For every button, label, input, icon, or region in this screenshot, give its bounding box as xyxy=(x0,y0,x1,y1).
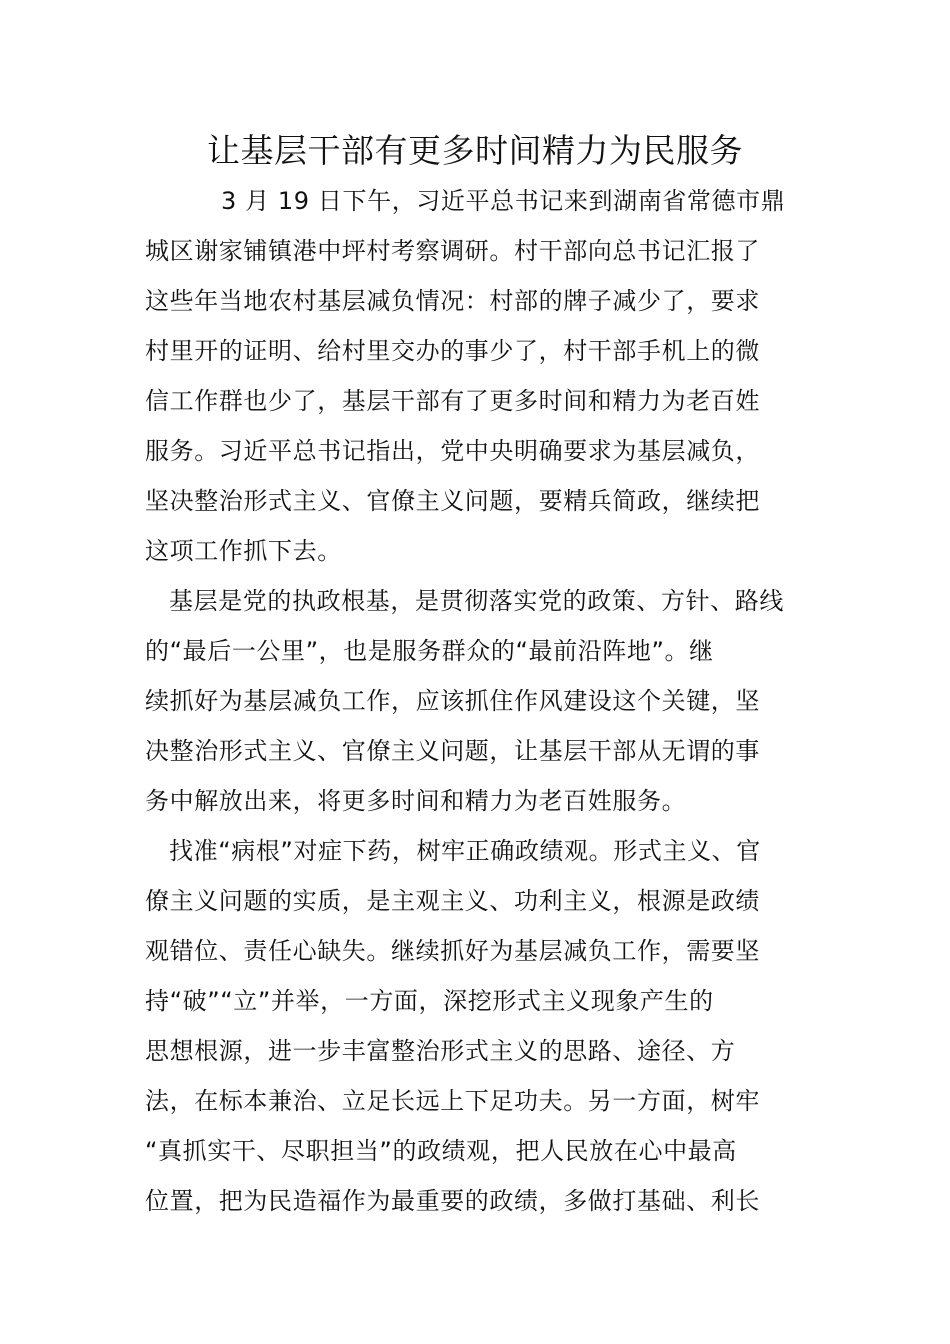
paragraph-line: 位置，把为民造福作为最重要的政绩，多做打基础、利长 xyxy=(145,1187,760,1215)
paragraph-line: 服务。习近平总书记指出，党中央明确要求为基层减负， xyxy=(145,437,760,465)
paragraph-line: 决整治形式主义、官僚主义问题，让基层干部从无谓的事 xyxy=(145,737,760,765)
paragraph-2 xyxy=(145,576,815,826)
paragraph-line: 法，在标本兼治、立足长远上下足功夫。另一方面，树牢 xyxy=(145,1087,760,1115)
paragraph-line: 村里开的证明、给村里交办的事少了，村干部手机上的微 xyxy=(145,337,760,365)
paragraph-line: 务中解放出来，将更多时间和精力为老百姓服务。 xyxy=(145,787,687,815)
paragraph-line: 这项工作抓下去。 xyxy=(145,537,342,565)
paragraph-line: 3 月 19 日下午，习近平总书记来到湖南省常德市鼎 xyxy=(221,187,786,215)
paragraph-line: 思想根源，进一步丰富整治形式主义的思路、途径、方 xyxy=(145,1037,736,1065)
paragraph-line: 续抓好为基层减负工作，应该抓住作风建设这个关键，坚 xyxy=(145,687,760,715)
paragraph-3 xyxy=(145,826,815,1226)
paragraph-line: “真抓实干、尽职担当”的政绩观，把人民放在心中最高 xyxy=(145,1137,737,1165)
paragraph-line: 这些年当地农村基层减负情况：村部的牌子减少了，要求 xyxy=(145,287,760,315)
paragraph-line: 观错位、责任心缺失。继续抓好为基层减负工作，需要坚 xyxy=(145,937,760,965)
document-title: 让基层干部有更多时间精力为民服务 xyxy=(207,131,743,170)
paragraph-line: 信工作群也少了，基层干部有了更多时间和精力为老百姓 xyxy=(145,387,760,415)
paragraph-line: 坚决整治形式主义、官僚主义问题，要精兵简政，继续把 xyxy=(145,487,760,515)
paragraph-line: 僚主义问题的实质，是主观主义、功利主义，根源是政绩 xyxy=(145,887,760,915)
paragraph-line: 找准“病根”对症下药，树牢正确政绩观。形式主义、官 xyxy=(169,837,761,865)
document-body xyxy=(145,176,815,1226)
paragraph-line: 基层是党的执政根基，是贯彻落实党的政策、方针、路线 xyxy=(169,587,784,615)
paragraph-line: 持“破”“立”并举，一方面，深挖形式主义现象产生的 xyxy=(145,987,714,1015)
paragraph-line: 的“最后一公里”，也是服务群众的“最前沿阵地”。继 xyxy=(145,637,714,665)
paragraph-line: 城区谢家铺镇港中坪村考察调研。村干部向总书记汇报了 xyxy=(145,237,760,265)
paragraph-1 xyxy=(145,176,815,576)
